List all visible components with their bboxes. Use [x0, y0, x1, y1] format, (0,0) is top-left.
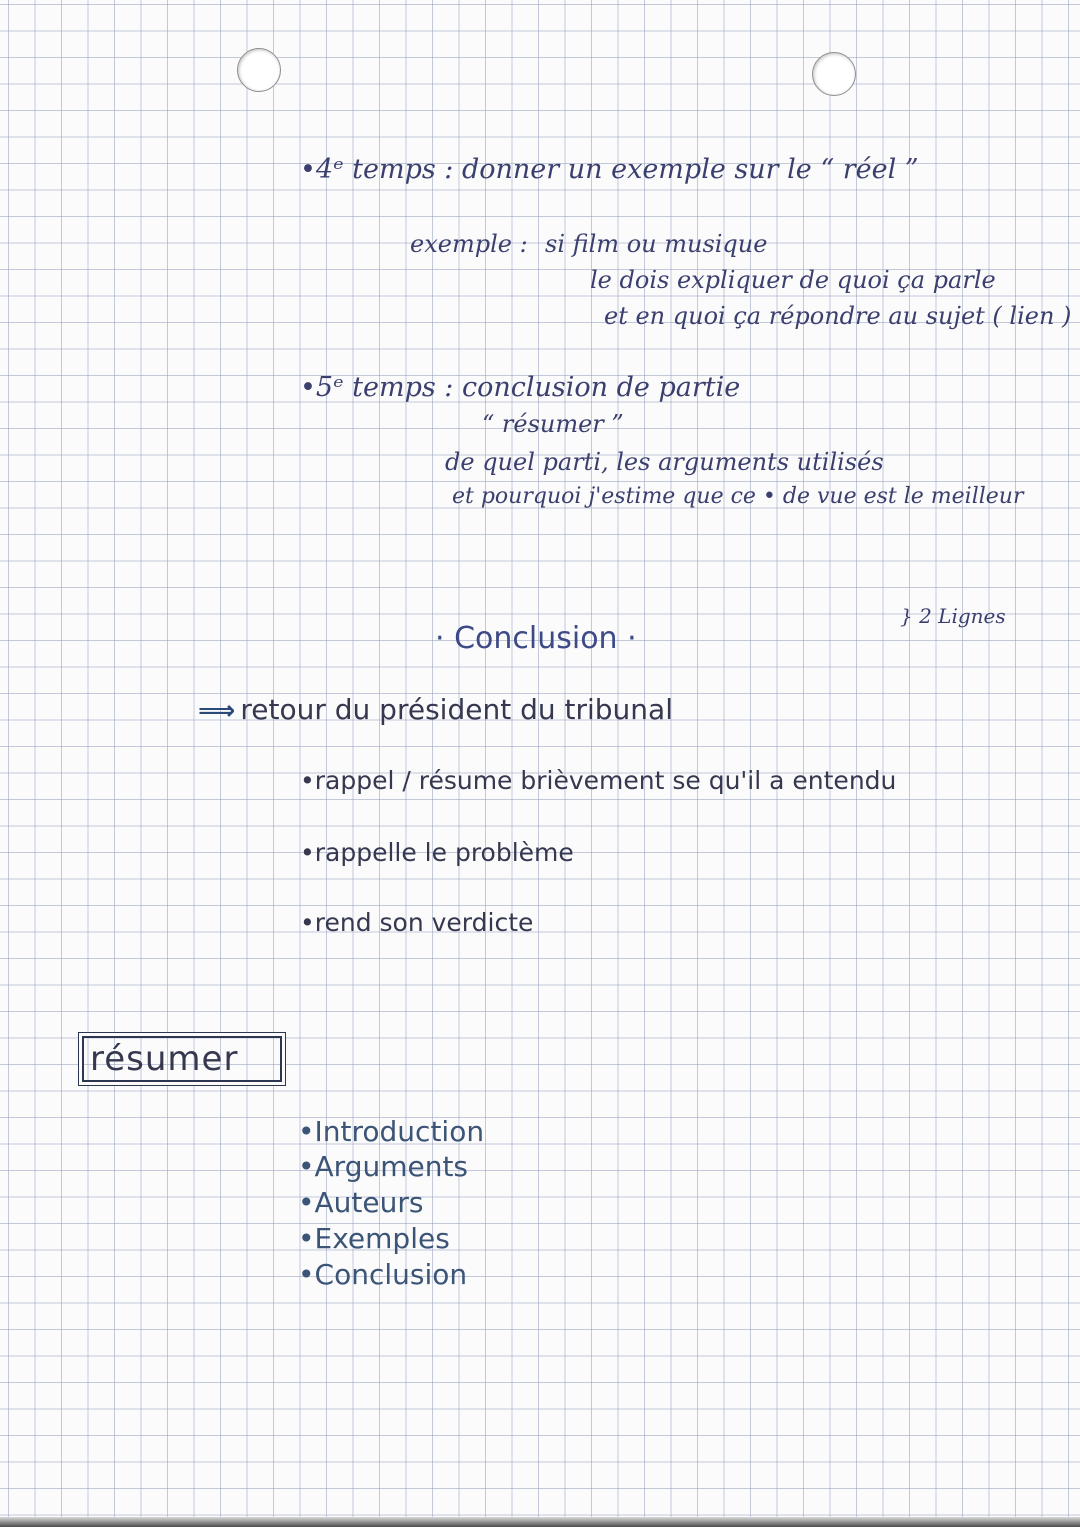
- conclusion-bullet: •rappel / résume brièvement se qu'il a entendu: [300, 766, 897, 795]
- conclusion-title: · Conclusion ·: [435, 621, 637, 656]
- conclusion-bullet: •rappelle le problème: [300, 838, 574, 867]
- outline-item: •Conclusion: [298, 1258, 468, 1291]
- section5-line1: de quel parti, les arguments utilisés: [445, 448, 884, 476]
- section4-example-line1: si film ou musique: [545, 230, 768, 258]
- outline-item: •Exemples: [298, 1222, 450, 1255]
- section5-summary-word: “ résumer ”: [482, 410, 624, 438]
- section4-example-line3: et en quoi ça répondre au sujet ( lien ): [604, 302, 1072, 330]
- arrow-item-text: retour du président du tribunal: [240, 693, 673, 726]
- section5-line2: et pourquoi j'estime que ce • de vue est le meilleur: [452, 484, 1024, 509]
- right-arrow-icon: ⟹: [198, 696, 236, 726]
- resume-box-label: résumer: [90, 1039, 239, 1079]
- conclusion-bullet: •rend son verdicte: [300, 908, 534, 937]
- binder-hole-right: [812, 52, 856, 96]
- page-bottom-edge: [0, 1517, 1080, 1527]
- conclusion-margin-note: } 2 Lignes: [900, 604, 1006, 628]
- binder-hole-left: [237, 48, 281, 92]
- section4-heading: •4ᵉ temps : donner un exemple sur le “ réel ”: [300, 154, 919, 185]
- outline-item: •Auteurs: [298, 1186, 424, 1219]
- section4-example-label: exemple :: [410, 230, 528, 258]
- outline-item: •Introduction: [298, 1115, 485, 1148]
- arrow-item: [198, 693, 673, 726]
- section5-heading: •5ᵉ temps : conclusion de partie: [300, 372, 741, 403]
- outline-item: •Arguments: [298, 1150, 469, 1183]
- section4-example-line2: le dois expliquer de quoi ça parle: [590, 266, 996, 294]
